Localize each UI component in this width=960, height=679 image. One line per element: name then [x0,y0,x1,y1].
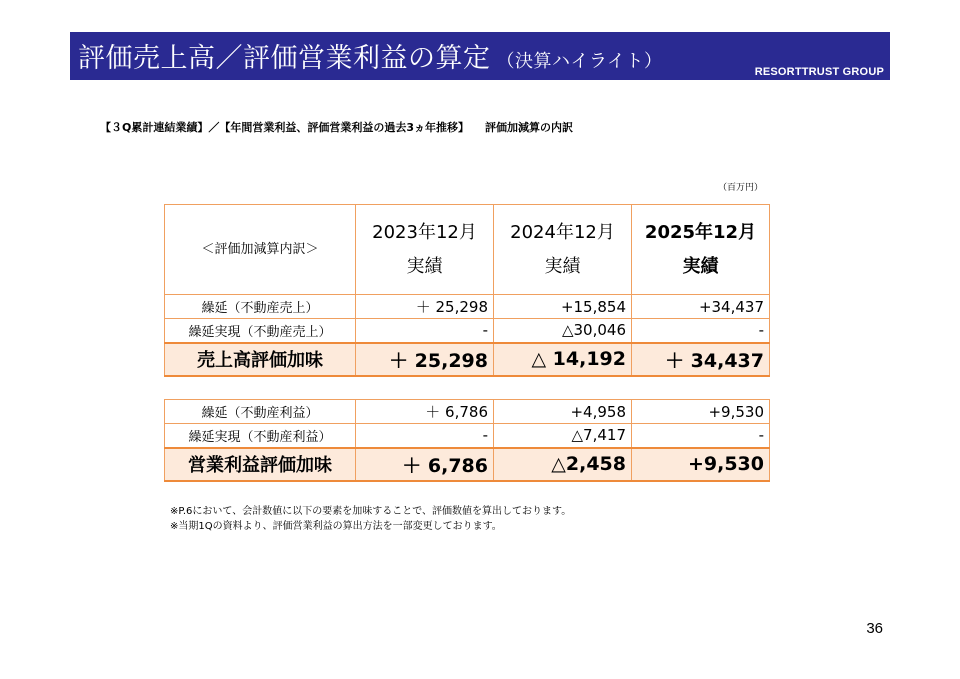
total-value: ＋ 34,437 [632,343,770,376]
footnotes [170,504,571,534]
cell-value: - [356,424,494,448]
total-value: ＋ 25,298 [356,343,494,376]
page-title [78,36,662,75]
cell-value: +4,958 [494,400,632,424]
column-year: 2025年12月 [644,221,757,243]
unit-label: （百万円） [718,183,764,193]
table-row [165,319,770,343]
sales-total-row [165,343,770,376]
footnote: ※P.6において、会計数値に以下の要素を加味することで、評価数値を算出しております。 [170,506,572,517]
table-row [165,295,770,319]
page-title-text: 評価売上高／評価営業利益の算定 [78,43,491,74]
total-value: ＋ 6,786 [356,448,494,481]
column-header-2024 [494,205,632,295]
table-header-label: ＜評価加減算内訳＞ [165,205,356,295]
column-year: 2023年12月 [372,221,477,243]
company-name: RESORTTRUST GROUP [754,66,884,78]
profit-total-row [165,448,770,481]
column-header-2025 [632,205,770,295]
cell-value: - [632,424,770,448]
footnote: ※当期1Qの資料より、評価営業利益の算出方法を一部変更しております。 [170,521,502,532]
sales-table [164,204,770,377]
breadcrumb-section: 【３Q累計連結業績】／【年間営業利益、評価営業利益の過去3ヵ年推移】 [100,121,470,134]
page-number: 36 [866,620,883,637]
table-row [165,424,770,448]
page-subtitle: （決算ハイライト） [496,51,663,72]
cell-value: △30,046 [494,319,632,343]
row-label: 繰延（不動産売上） [165,295,356,319]
profit-table [164,399,770,482]
row-label: 繰延実現（不動産利益） [165,424,356,448]
column-year: 2024年12月 [510,221,615,243]
cell-value: +15,854 [494,295,632,319]
column-kind: 実績 [406,255,443,277]
total-label: 売上高評価加味 [165,343,356,376]
cell-value: +34,437 [632,295,770,319]
cell-value: - [632,319,770,343]
total-value: +9,530 [632,448,770,481]
column-kind: 実績 [682,255,719,277]
cell-value: +9,530 [632,400,770,424]
table-header-row [165,205,770,295]
breadcrumb [100,119,573,135]
total-value: △2,458 [494,448,632,481]
cell-value: ＋ 6,786 [356,400,494,424]
table-row [165,400,770,424]
cell-value: △7,417 [494,424,632,448]
cell-value: - [356,319,494,343]
cell-value: ＋ 25,298 [356,295,494,319]
breadcrumb-current: 評価加減算の内訳 [485,121,574,134]
column-header-2023 [356,205,494,295]
column-kind: 実績 [544,255,581,277]
row-label: 繰延（不動産利益） [165,400,356,424]
total-value: △ 14,192 [494,343,632,376]
total-label: 営業利益評価加味 [165,448,356,481]
row-label: 繰延実現（不動産売上） [165,319,356,343]
title-bar [70,32,890,80]
